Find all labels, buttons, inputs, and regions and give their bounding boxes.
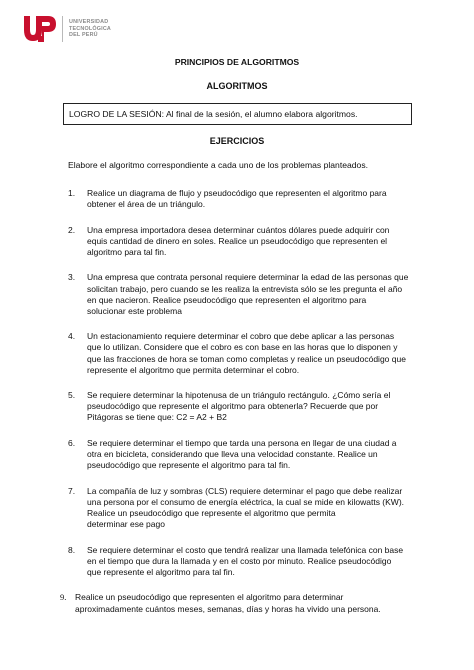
exercise-number: 3.	[68, 272, 76, 283]
exercise-number: 4.	[68, 331, 76, 342]
exercise-line: Se requiere determinar el tiempo que tarda una persona en llegar de una ciudad a	[87, 438, 397, 448]
utp-logo	[22, 14, 111, 44]
session-goal-box: LOGRO DE LA SESIÓN: Al final de la sesión, el alumno elabora algoritmos.	[63, 103, 412, 125]
exercise-number: 5.	[68, 390, 76, 401]
exercise-line: una persona por el consumo de energía eléctrica, la cual se mide en kilowatts (KW).	[87, 496, 405, 507]
exercise-line: equis cantidad de dinero en soles. Realice un pseudocódigo que representen el	[87, 235, 388, 246]
exercise-item	[68, 272, 426, 316]
exercise-line: pseudocódigo que represente el algoritmo para obtenerla? Recuerde que por	[87, 401, 379, 412]
exercise-number: 2.	[68, 224, 76, 235]
exercise-line: que las fracciones de hora se toman como completas y realice un pseudocódigo que	[87, 353, 406, 364]
exercise-line: Se requiere determinar el costo que tendrá realizar una llamada telefónica con base	[87, 544, 404, 555]
exercise-line: Un estacionamiento requiere determinar el cobro que debe aplicar a las personas	[87, 331, 395, 342]
exercise-line: Se requiere determinar la hipotenusa de un triángulo rectángulo. ¿Cómo sería el	[87, 390, 391, 401]
exercise-line: solucionar este problema	[87, 305, 182, 316]
exercise-item	[68, 188, 426, 210]
utp-logo-icon	[22, 14, 58, 44]
exercise-item	[68, 225, 426, 258]
exercise-line: represente el algoritmo que permita determinar el cobro.	[87, 364, 300, 375]
logo-line-1: UNIVERSIDAD	[69, 19, 109, 26]
page-title: PRINCIPIOS DE ALGORITMOS	[174, 57, 300, 67]
exercise-line: Realice un diagrama de flujo y pseudocódigo que representen el algoritmo para	[87, 188, 387, 198]
exercise-number: 6.	[68, 438, 76, 448]
section-heading: EJERCICIOS	[209, 136, 265, 146]
exercise-item	[68, 545, 426, 578]
exercise-number: 1.	[68, 188, 76, 198]
exercise-line: La compañía de luz y sombras (CLS) requiere determinar el pago que debe realizar	[87, 485, 403, 496]
exercise-line: Realice un pseudocódigo que representen el algoritmo para determinar	[75, 592, 344, 603]
exercise-line: algoritmo para tal fin.	[87, 246, 167, 257]
exercise-item	[68, 486, 426, 530]
exercise-line: pseudocódigo que represente el algoritmo para tal fin.	[87, 460, 291, 471]
exercise-line: Una empresa importadora desea determinar cuántos dólares puede adquirir con	[87, 224, 390, 235]
intro-text: Elabore el algoritmo correspondiente a cada uno de los problemas planteados.	[68, 160, 369, 170]
exercise-line: aproximadamente cuántos meses, semanas, días y horas ha vivido una persona.	[75, 603, 381, 614]
exercise-line: que represente el algoritmo para tal fin.	[87, 566, 235, 577]
exercise-line: en que nacieron. Realice pseudocódigo que representen el algoritmo para	[87, 294, 367, 305]
exercise-line: determinar ese pago	[87, 519, 165, 530]
exercise-item	[68, 438, 426, 471]
exercise-number: 7.	[68, 485, 76, 496]
exercise-line: otra en bicicleta, considerando que lleva una velocidad constante. Realice un	[87, 449, 378, 460]
exercise-item	[68, 390, 426, 423]
exercise-number: 9.	[60, 592, 67, 603]
logo-divider	[62, 16, 63, 42]
exercise-line: en el tiempo que dura la llamada y en el costo por minuto. Realice pseudocódigo	[87, 555, 392, 566]
page-subtitle: ALGORITMOS	[206, 81, 268, 91]
exercise-line: Realice un pseudocódigo que represente el algoritmo que permita	[87, 507, 336, 518]
exercise-line: solicitan trabajo, pero cuando se les realiza la entrevista sólo se les pregunta el año	[87, 283, 403, 294]
logo-wordmark	[69, 19, 111, 39]
logo-line-3: DEL PERÚ	[69, 32, 98, 39]
exercise-line: que lo utilizan. Considere que el cobro es con base en las horas que lo disponen y	[87, 342, 398, 353]
exercise-line: Pitágoras se tiene que: C2 = A2 + B2	[87, 412, 227, 423]
exercise-number: 8.	[68, 544, 76, 555]
exercise-line: obtener el área de un triángulo.	[87, 199, 206, 210]
logo-line-2: TECNOLÓGICA	[69, 25, 112, 32]
exercise-line: Una empresa que contrata personal requiere determinar la edad de las personas que	[87, 272, 409, 283]
exercise-item	[68, 331, 426, 375]
exercise-list	[60, 188, 426, 615]
exercise-item	[60, 592, 426, 614]
